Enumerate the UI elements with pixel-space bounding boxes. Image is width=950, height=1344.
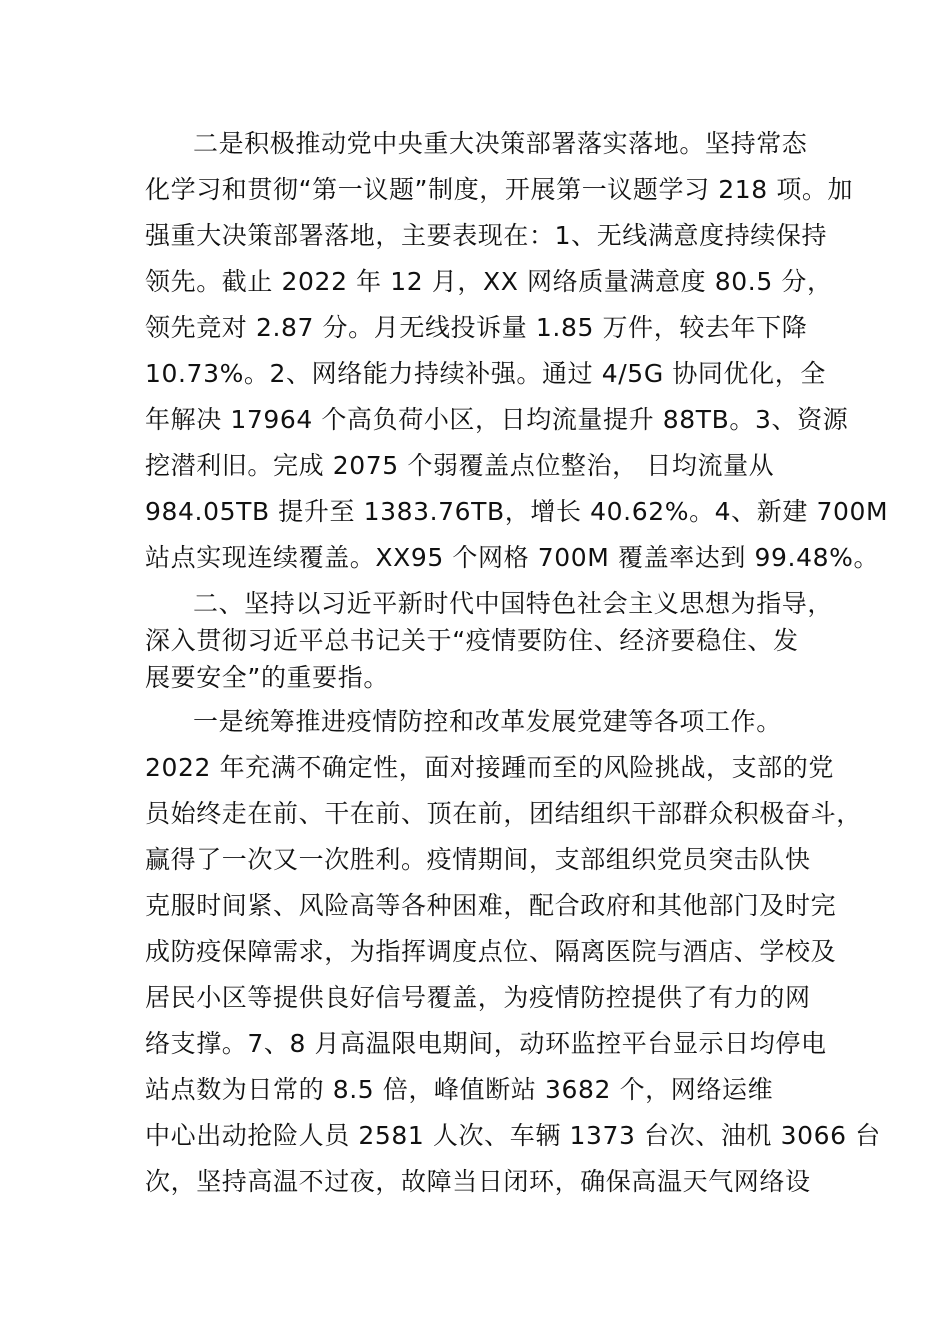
section-heading-line-2: 深入贯彻习近平总书记关于“疫情要防住、经济要稳住、发: [145, 626, 799, 655]
text-line-21: 络支撑。7、8 月高温限电期间，动环监控平台显示日均停电: [145, 1029, 827, 1058]
text-line-6: 10.73%。2、网络能力持续补强。通过 4/5G 协同优化，全: [145, 359, 826, 388]
text-line-22: 站点数为日常的 8.5 倍，峰值断站 3682 个，网络运维: [145, 1075, 774, 1104]
text-line-16: 员始终走在前、干在前、顶在前，团结组织干部群众积极奋斗，: [145, 799, 862, 828]
text-line-23: 中心出动抢险人员 2581 人次、车辆 1373 台次、油机 3066 台: [145, 1121, 881, 1150]
section-heading-line-1: 二、坚持以习近平新时代中国特色社会主义思想为指导，: [193, 589, 834, 618]
text-line-14: 一是统筹推进疫情防控和改革发展党建等各项工作。: [193, 707, 782, 736]
text-line-15: 2022 年充满不确定性，面对接踵而至的风险挑战，支部的党: [145, 753, 834, 782]
text-line-20: 居民小区等提供良好信号覆盖，为疫情防控提供了有力的网: [145, 983, 811, 1012]
text-line-2: 化学习和贯彻“第一议题”制度，开展第一议题学习 218 项。加: [145, 175, 854, 204]
text-line-24: 次，坚持高温不过夜，故障当日闭环，确保高温天气网络设: [145, 1167, 811, 1196]
section-heading-line-3: 展要安全”的重要指。: [145, 663, 389, 692]
text-line-17: 赢得了一次又一次胜利。疫情期间，支部组织党员突击队快: [145, 845, 811, 874]
text-line-10: 站点实现连续覆盖。XX95 个网格 700M 覆盖率达到 99.48%。: [145, 543, 880, 572]
text-line-8: 挖潜利旧。完成 2075 个弱覆盖点位整治， 日均流量从: [145, 451, 775, 480]
text-line-9: 984.05TB 提升至 1383.76TB，增长 40.62%。4、新建 700M: [145, 497, 889, 526]
text-line-7: 年解决 17964 个高负荷小区，日均流量提升 88TB。3、资源: [145, 405, 849, 434]
text-line-19: 成防疫保障需求，为指挥调度点位、隔离医院与酒店、学校及: [145, 937, 837, 966]
text-line-18: 克服时间紧、风险高等各种困难，配合政府和其他部门及时完: [145, 891, 837, 920]
text-line-5: 领先竞对 2.87 分。月无线投诉量 1.85 万件，较去年下降: [145, 313, 808, 342]
text-line-4: 领先。截止 2022 年 12 月，XX 网络质量满意度 80.5 分，: [145, 267, 833, 296]
text-line-3: 强重大决策部署落地，主要表现在：1、无线满意度持续保持: [145, 221, 828, 250]
text-line-1: 二是积极推动党中央重大决策部署落实落地。坚持常态: [193, 129, 808, 158]
